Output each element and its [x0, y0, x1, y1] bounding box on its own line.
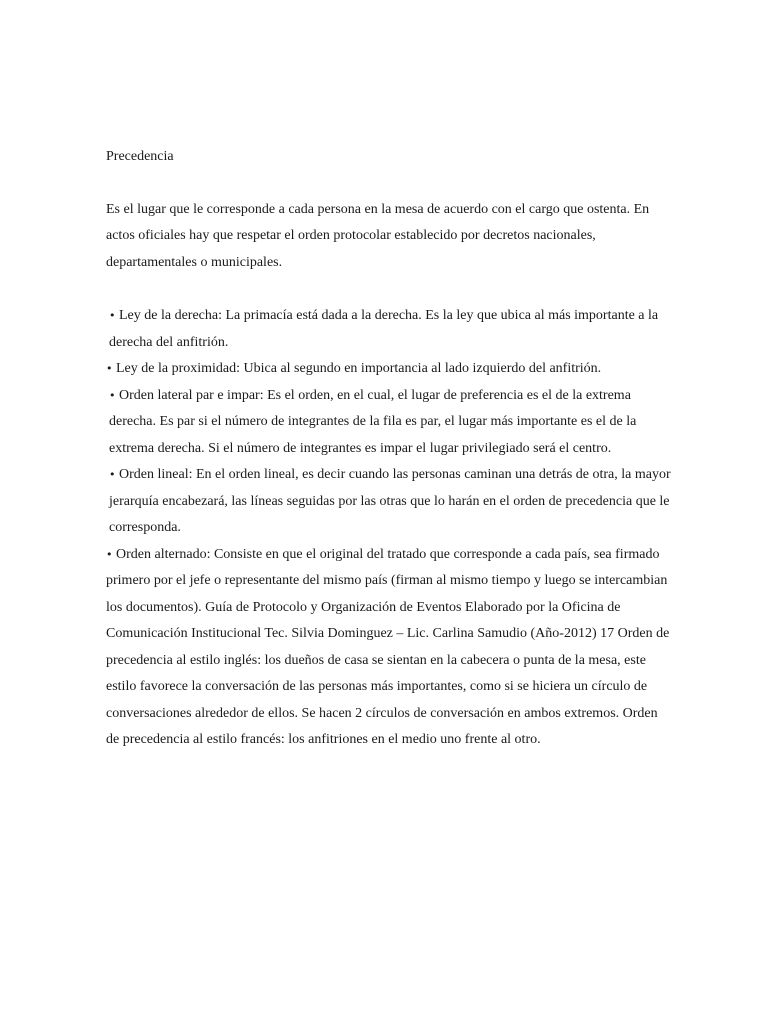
bullet-icon: • — [109, 468, 116, 481]
bullet-text: Ley de la derecha: La primacía está dada a la derecha. Es la ley que ubica al más importante a la derecha del anfitrión. — [109, 308, 659, 350]
bullet-item-ley-derecha — [106, 303, 674, 356]
document-page — [106, 144, 674, 754]
bullet-text: Ley de la proximidad: Ubica al segundo en importancia al lado izquierdo del anfitrión. — [116, 361, 602, 376]
bullet-item-ley-proximidad — [106, 356, 674, 383]
bullet-icon: • — [109, 388, 116, 402]
bullet-icon: • — [106, 362, 113, 375]
bullet-icon: • — [109, 309, 116, 322]
bullet-text: Orden lateral par e impar: Es el orden, en el cual, el lugar de preferencia es el de la extrema derecha. Es par si el número de integrantes de la fila es par, el lugar más importante es el de la extrema derecha. Si el número de integrantes es impar el lugar privilegiado será el centro. — [109, 387, 637, 456]
bullet-icon: • — [106, 547, 113, 561]
bullet-item-orden-lineal — [106, 462, 674, 542]
document-title: Precedencia — [106, 149, 174, 164]
bullet-list — [106, 303, 674, 754]
bullet-text: Orden alternado: Consiste en que el original del tratado que corresponde a cada país, sea firmado primero por el jefe o representante del mismo país (firman al mismo tiempo y luego se intercambian los documentos). Guía de Protocolo y Organización de Eventos Elaborado por la Oficina de Comunicación Institucional Tec. Silvia Dominguez – Lic. Carlina Samudio (Año-2012) 17 Orden de precedencia al estilo inglés: los dueños de casa se sientan en la cabecera o punta de la mesa, este estilo favorece la conversación de las personas más importantes, como si se hiciera un círculo de conversaciones alrededor de ellos. Se hacen 2 círculos de conversación en ambos extremos. Orden de precedencia al estilo francés: los anfitriones en el medio uno frente al otro. — [106, 546, 670, 747]
bullet-text: Orden lineal: En el orden lineal, es decir cuando las personas caminan una detrás de otra, la mayor jerarquía encabezará, las líneas seguidas por las otras que lo harán en el orden de precedencia que le corresponda. — [109, 467, 671, 535]
intro-paragraph: Es el lugar que le corresponde a cada persona en la mesa de acuerdo con el cargo que ostenta. En actos oficiales hay que respetar el orden protocolar establecido por decretos nacionales, departamentales o municipales. — [106, 201, 650, 270]
bullet-item-orden-alternado — [106, 542, 674, 754]
bullet-item-orden-lateral — [106, 383, 674, 463]
